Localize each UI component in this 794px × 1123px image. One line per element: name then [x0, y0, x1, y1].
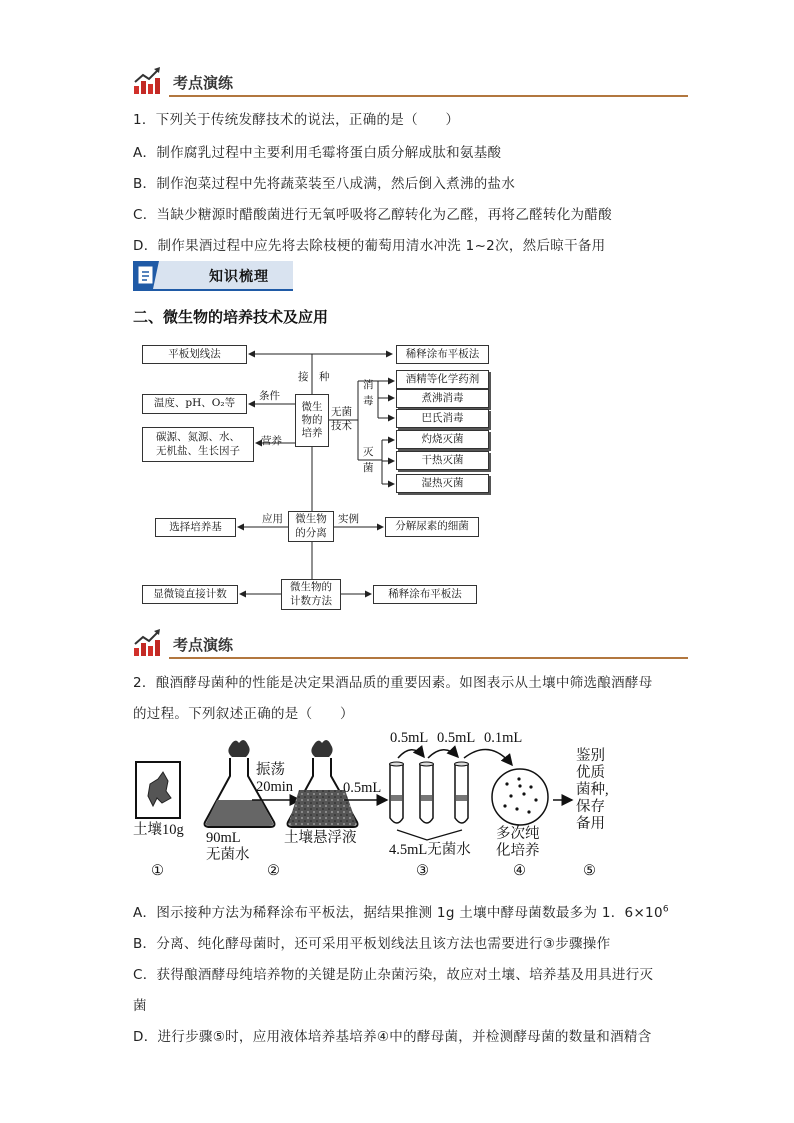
node-dry-heat: 干热灭菌 [396, 451, 489, 470]
q1-option-c: C．当缺少糖源时醋酸菌进行无氧呼吸将乙醇转化为乙醛，再将乙醛转化为醋酸 [133, 207, 612, 223]
header-title: 考点演练 [173, 636, 234, 654]
label-identify [576, 748, 609, 833]
nutrients-line1: 碳源、氮源、水、 [156, 431, 240, 444]
culture-line1: 微生 [301, 400, 323, 413]
label-suspension: 土壤悬浮液 [284, 830, 357, 846]
label-soil: 土壤10g [133, 822, 184, 838]
label-application: 应用 [262, 513, 283, 525]
sterilize-line1: 灭 [363, 446, 374, 458]
node-urea-bacteria: 分解尿素的细菌 [385, 517, 479, 537]
node-alcohol: 酒精等化学药剂 [396, 370, 489, 389]
step-4: ④ [513, 863, 526, 879]
identify-line3: 菌种, [576, 781, 609, 798]
step-1: ① [151, 863, 164, 879]
label-purify [496, 826, 540, 861]
label-transfer-3: 0.1mL [484, 730, 523, 746]
aseptic-line2: 技术 [331, 419, 352, 432]
shake-line1: 振荡 [256, 762, 285, 778]
q2-stem-line2: 的过程。下列叙述正确的是（ ） [133, 706, 354, 722]
aseptic-line1: 无菌 [331, 406, 352, 418]
node-boiling: 煮沸消毒 [396, 389, 489, 408]
isolation-line1: 微生物 [295, 513, 327, 526]
label-water90 [206, 830, 250, 865]
water90-line1: 90mL [206, 830, 241, 846]
section2-title: 二、微生物的培养技术及应用 [133, 308, 329, 326]
petri-dish [492, 769, 548, 825]
q2-option-c-line1: C．获得酿酒酵母纯培养物的关键是防止杂菌污染，故应对土壤、培养基及用具进行灭 [133, 967, 654, 983]
node-flame: 灼烧灭菌 [396, 430, 489, 449]
q1-stem: 1．下列关于传统发酵技术的说法，正确的是（ ） [133, 112, 460, 128]
node-selective-medium: 选择培养基 [155, 518, 236, 537]
q1-option-d: D．制作果酒过程中应先将去除枝梗的葡萄用清水冲洗 1~2次，然后晾干备用 [133, 238, 606, 254]
isolation-line2: 的分离 [295, 526, 327, 539]
disinfect-line2: 毒 [363, 394, 374, 407]
label-inoculation: 接 种 [298, 371, 330, 383]
q2-option-d: D．进行步骤⑤时，应用液体培养基培养④中的酵母菌，并检测酵母菌的数量和酒精含 [133, 1029, 652, 1045]
flask-1-plug [228, 740, 249, 757]
q2-option-a-exponent: 6 [662, 904, 669, 915]
node-dilution-plate-top: 稀释涂布平板法 [396, 345, 489, 364]
identify-line5: 备用 [576, 815, 605, 832]
disinfect-line1: 消 [363, 379, 374, 391]
culture-line3: 培养 [301, 427, 323, 440]
node-microscope-count: 显微镜直接计数 [142, 585, 238, 604]
node-moist-heat: 湿热灭菌 [396, 474, 489, 493]
label-conditions: 条件 [259, 390, 280, 402]
purify-line2: 化培养 [496, 843, 540, 860]
label-example: 实例 [338, 513, 359, 525]
sterilize-line2: 菌 [363, 461, 374, 474]
knowledge-title: 知识梳理 [209, 269, 269, 285]
test-tubes [390, 764, 468, 823]
step-3: ③ [416, 863, 429, 879]
nutrients-line2: 无机盐、生长因子 [156, 444, 240, 457]
counting-line2: 计数方法 [290, 594, 332, 607]
q2-option-c-line2: 菌 [133, 998, 147, 1014]
q2-option-a [133, 901, 669, 921]
q2-option-b: B．分离、纯化酵母菌时，还可采用平板划线法且该方法也需要进行③步骤操作 [133, 936, 611, 952]
counting-line1: 微生物的 [290, 581, 332, 594]
label-transfer-2: 0.5mL [437, 730, 476, 746]
node-pasteur: 巴氏消毒 [396, 409, 489, 428]
node-dilution-plate-bottom: 稀释涂布平板法 [373, 585, 477, 604]
culture-line2: 物的 [301, 413, 323, 426]
label-transfer-main: 0.5mL [343, 780, 382, 796]
q1-option-b: B．制作泡菜过程中先将蔬菜装至八成满，然后倒入煮沸的盐水 [133, 176, 516, 192]
q2-stem-line1: 2．酿酒酵母菌种的性能是决定果酒品质的重要因素。如图表示从土壤中筛选酿酒酵母 [133, 675, 653, 691]
identify-line2: 优质 [576, 764, 605, 781]
identify-line4: 保存 [576, 798, 605, 815]
purify-line1: 多次纯 [496, 826, 540, 842]
shake-line2: 20min [256, 779, 294, 796]
flask-2-plug [311, 740, 332, 757]
label-tube-water: 4.5mL无菌水 [389, 842, 471, 858]
header-title: 考点演练 [173, 74, 234, 92]
step-5: ⑤ [583, 863, 596, 879]
node-plate-streak: 平板划线法 [142, 345, 247, 364]
step-2: ② [267, 863, 280, 879]
node-conditions: 温度、pH、O₂等 [142, 394, 247, 414]
identify-line1: 鉴别 [576, 748, 605, 764]
q1-option-a: A．制作腐乳过程中主要利用毛霉将蛋白质分解成肽和氨基酸 [133, 145, 502, 161]
water90-line2: 无菌水 [206, 847, 250, 864]
label-transfer-1: 0.5mL [390, 730, 429, 746]
label-nutrition: 营养 [261, 435, 282, 447]
label-shake [256, 762, 293, 797]
q2-option-a-text: A．图示接种方法为稀释涂布平板法，据结果推测 1g 土壤中酵母菌数最多为 1．6×10 [133, 905, 663, 921]
